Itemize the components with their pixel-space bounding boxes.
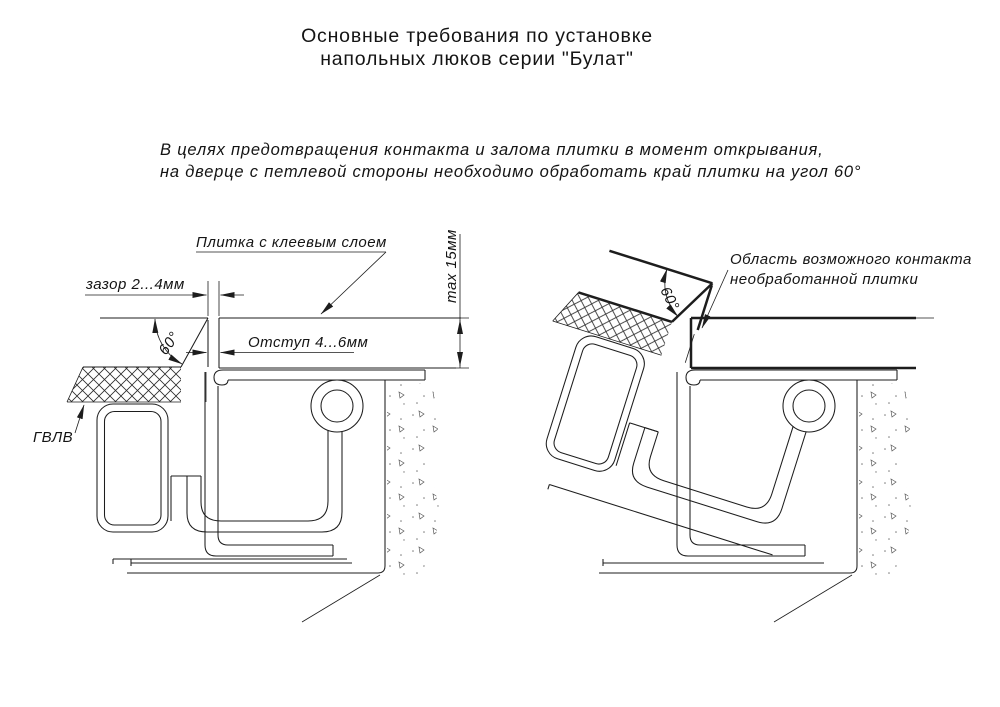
left-diagram — [33, 229, 469, 622]
contact-leader — [702, 270, 728, 328]
fixed-tile-bold — [691, 318, 916, 368]
page-title-line-2: напольных люков серии "Булат" — [320, 48, 634, 70]
frame-profile — [127, 370, 441, 622]
gap-extension-lines — [208, 281, 219, 316]
angle-label: 60° — [155, 328, 184, 359]
gap-label: зазор 2...4мм — [86, 276, 185, 293]
tile-glue-label: Плитка с клеевым слоем — [196, 234, 387, 251]
note-line-1: В целях предотвращения контакта и залома плитки в момент открывания, — [160, 141, 824, 159]
board-label: ГВЛВ — [33, 429, 74, 446]
angle-label-right: 60° — [656, 284, 683, 314]
offset-label: Отступ 4...6мм — [248, 334, 369, 351]
page-title-line-1: Основные требования по установке — [301, 25, 653, 47]
max-thickness-label: max 15мм — [443, 229, 460, 303]
right-diagram — [504, 241, 972, 622]
contact-label-line-1: Область возможного контакта — [730, 251, 972, 268]
door-assembly-closed — [67, 318, 347, 564]
contact-label-line-2: необработанной плитки — [730, 271, 919, 288]
tile-glue-leader — [321, 252, 386, 314]
note-line-2: на дверце с петлевой стороны необходимо обработать край плитки на угол 60° — [160, 163, 862, 181]
frame-profile-right — [599, 370, 913, 622]
board-leader — [75, 405, 84, 433]
